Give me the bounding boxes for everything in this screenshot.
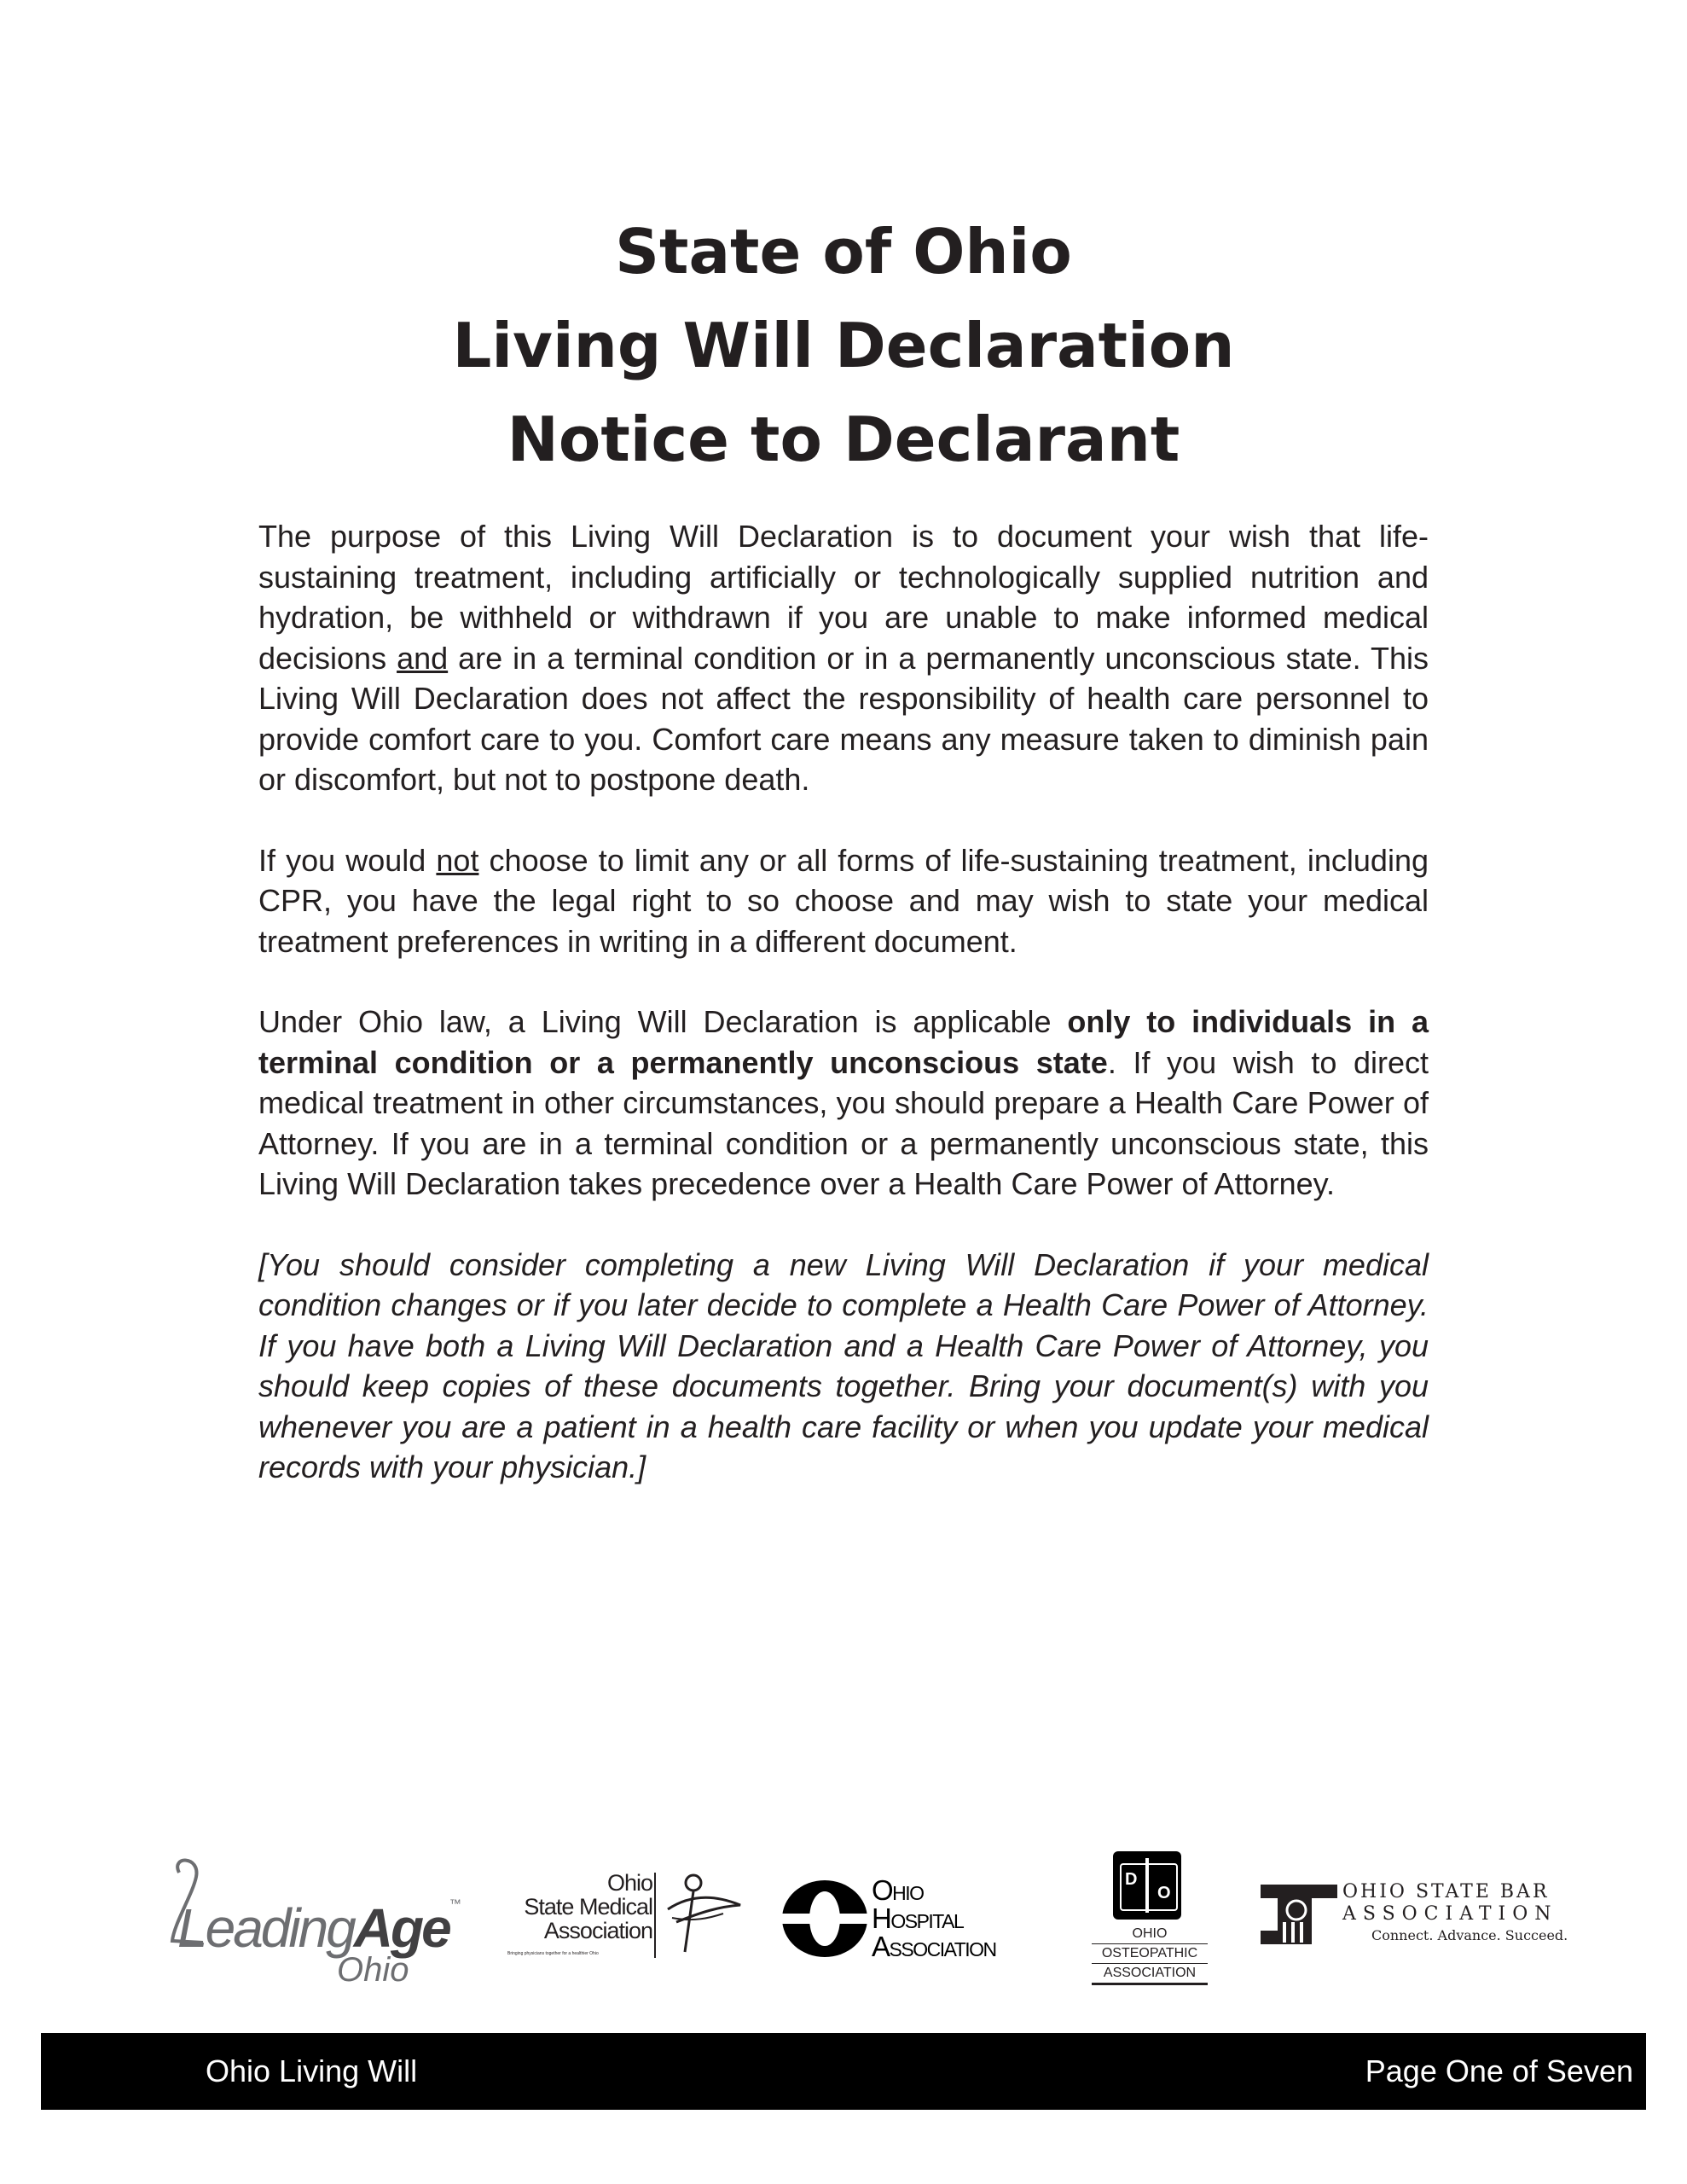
- osba-name-line-2: ASSOCIATION: [1342, 1903, 1558, 1925]
- ooa-mark-o: O: [1157, 1884, 1171, 1902]
- leadingage-tm: ™: [449, 1896, 459, 1910]
- footer-document-name: Ohio Living Will: [206, 2053, 418, 2088]
- ooa-staff: [1145, 1858, 1149, 1913]
- document-body: [258, 516, 1429, 1528]
- osba-tagline: Connect. Advance. Succeed.: [1371, 1927, 1568, 1943]
- leadingage-leading: Leading: [177, 1897, 354, 1959]
- paragraph-not-limit-text-a: If you would: [258, 842, 437, 878]
- oha-text: [872, 1876, 996, 1960]
- osma-divider: [654, 1873, 656, 1958]
- leadingage-age: Age: [353, 1897, 449, 1959]
- ooa-mark-d: D: [1125, 1870, 1138, 1889]
- footer-page-number: Page One of Seven: [1365, 2053, 1633, 2088]
- ooa-logo: [1092, 1851, 1228, 2005]
- leadingage-ohio-logo: [162, 1856, 461, 1992]
- osba-logo: [1261, 1881, 1578, 1958]
- paragraph-ohio-law-bold: only to individuals in a terminal condition or a permanently unconscious state: [258, 1004, 1429, 1080]
- ooa-emblem-icon: [1113, 1851, 1181, 1920]
- paragraph-ohio-law: [258, 1002, 1429, 1205]
- ooa-line-3: ASSOCIATION: [1092, 1963, 1208, 1985]
- oha-line-2: Hospital: [872, 1902, 964, 1934]
- document-title: [0, 205, 1687, 486]
- paragraph-ohio-law-text-b: . If you wish to direct medical treatment in other circumstances, you should prepare a Health Care Power of Attorney. If you are in a terminal condition or a permanently unconscious state, this Living Will Declaration takes precedence over a Health Care Power of Attorney.: [258, 1044, 1429, 1201]
- paragraph-consider-note: [You should consider completing a new Living Will Declaration if your medical condition changes or if you later decide to complete a Health Care Power of Attorney. If you have both a Living Will Declaration and a Health Care Power of Attorney, you should keep copies of these documents together. Bring your document(s) with you whenever you are a patient in a health care facility or when you update your medical records with your physician.]: [258, 1246, 1429, 1484]
- paragraph-purpose-text-a: The purpose of this Living Will Declaration is to document your wish that life-sustaining treatment, including artificially or technologically supplied nutrition and hydration, be withheld or withdrawn if you are unable to make informed medical decisions: [258, 519, 1429, 676]
- oha-line-1: Ohio: [872, 1874, 924, 1906]
- osma-line-2: State Medical: [524, 1894, 652, 1920]
- osma-logo: [507, 1871, 763, 1973]
- paragraph-purpose: [258, 516, 1429, 800]
- sponsor-logos: [162, 1847, 1578, 2005]
- ooa-line-1: OHIO: [1132, 1926, 1168, 1941]
- leadingage-ohio: Ohio: [337, 1951, 409, 1989]
- osba-name-line-1: OHIO STATE BAR: [1342, 1881, 1550, 1902]
- title-line-1: State of Ohio: [615, 216, 1072, 288]
- paragraph-ohio-law-text-a: Under Ohio law, a Living Will Declaration is applicable: [258, 1004, 1068, 1039]
- paragraph-not-limit-underline: not: [436, 842, 479, 878]
- ooa-text: [1092, 1925, 1208, 1985]
- paragraph-not-limit-text-b: choose to limit any or all forms of life-sustaining treatment, including CPR, you have the legal right to so choose and may wish to state your medical treatment preferences in writing in a different document.: [258, 842, 1429, 959]
- title-line-3: Notice to Declarant: [507, 404, 1180, 475]
- leadingage-wordmark: [177, 1896, 459, 1960]
- osma-tagline: Bringing physicians together for a healthier Ohio: [507, 1951, 599, 1956]
- osba-column-icon: [1261, 1881, 1337, 1949]
- oha-logo: [778, 1874, 1059, 1968]
- ooa-line-2: OSTEOPATHIC: [1092, 1943, 1208, 1963]
- page-footer: [41, 2033, 1646, 2110]
- paragraph-purpose-underline: and: [397, 640, 449, 676]
- paragraph-purpose-text-b: are in a terminal condition or in a permanently unconscious state. This Living Will Declaration does not affect the responsibility of health care personnel to provide comfort care to you. Comfort care means any measure taken to diminish pain or discomfort, but not to postpone death.: [258, 640, 1429, 797]
- oha-emblem-icon: [778, 1874, 872, 1964]
- osma-text: [524, 1871, 652, 1943]
- paragraph-not-limit: [258, 840, 1429, 962]
- osma-caduceus-icon: [659, 1871, 745, 1956]
- title-line-2: Living Will Declaration: [452, 310, 1235, 381]
- oha-line-3: Association: [872, 1931, 996, 1962]
- osma-line-3: Association: [543, 1918, 652, 1943]
- osma-line-1: Ohio: [606, 1870, 652, 1896]
